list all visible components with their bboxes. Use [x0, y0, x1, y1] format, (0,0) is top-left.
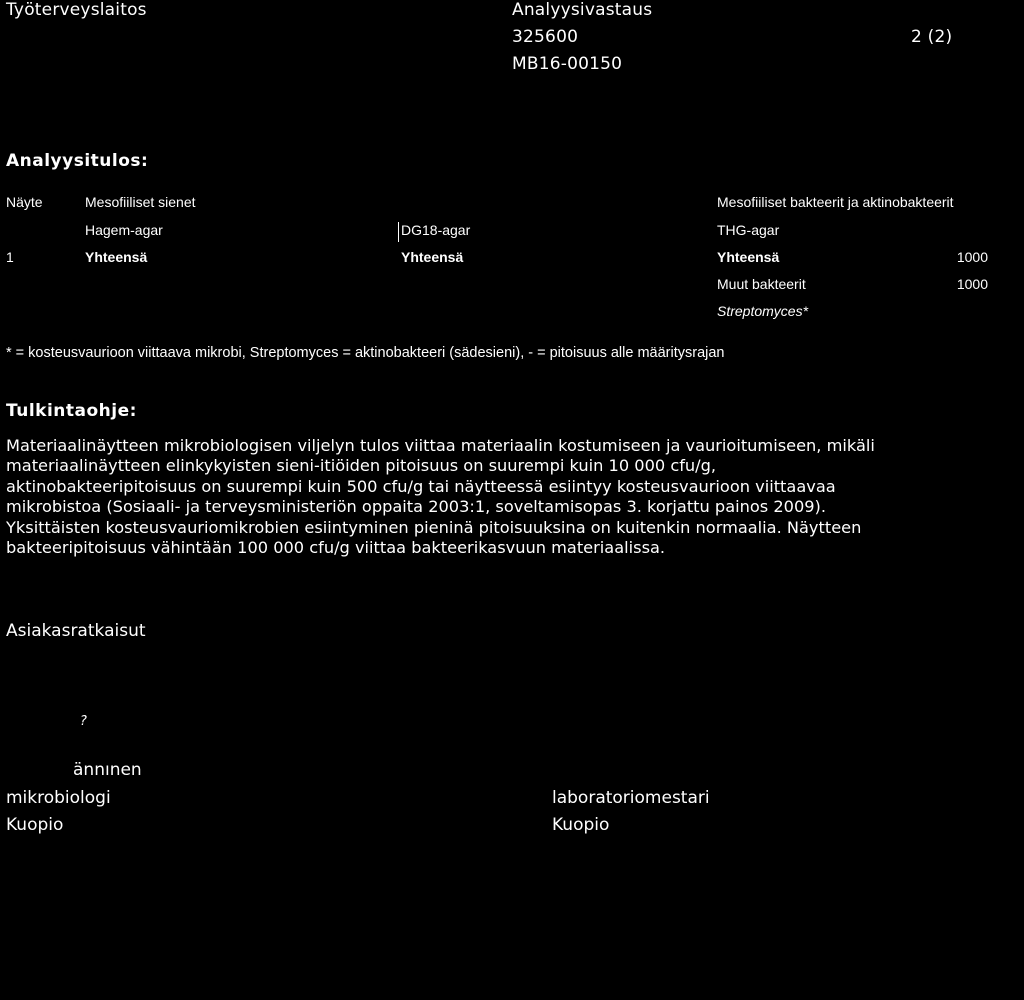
bacteria-total-label: Yhteensä: [717, 249, 780, 265]
streptomyces-label: Streptomyces*: [717, 303, 809, 319]
medium-hagem: Hagem-agar: [85, 222, 163, 238]
interpretation-line: materiaalinäytteen elinkykyisten sieni-itiöiden pitoisuus on suurempi kuin 10 000 cfu/g,: [6, 456, 717, 476]
left-signer-title: mikrobiologi: [6, 788, 111, 808]
col-header-fungi: Mesofiiliset sienet: [85, 194, 196, 210]
other-bacteria-label: Muut bakteerit: [717, 276, 806, 292]
sample-id: 1: [6, 249, 14, 265]
interpretation-line: Yksittäisten kosteusvauriomikrobien esiintyminen pieninä pitoisuuksina on kuitenkin normaalia. Näytteen: [6, 517, 862, 537]
footnote: * = kosteusvaurioon viittaava mikrobi, Streptomyces = aktinobakteeri (sädesieni), - = pitoisuus alle määritysrajan: [6, 345, 725, 361]
signature-mark: ?: [80, 714, 87, 729]
other-bacteria-value: 1000: [956, 276, 988, 292]
col-header-bacteria: Mesofiiliset bakteerit ja aktinobakteerit: [717, 194, 954, 210]
document-type: Analyysivastaus: [512, 0, 653, 20]
column-divider: [398, 222, 399, 242]
interpretation-line: bakteeripitoisuus vähintään 100 000 cfu/g viittaa bakteerikasvuun materiaalissa.: [6, 538, 666, 558]
dg18-total-label: Yhteensä: [401, 249, 464, 265]
interpretation-line: Materiaalinäytteen mikrobiologisen viljelyn tulos viittaa materiaalin kostumiseen ja vaurioitumiseen, mikäli: [6, 436, 875, 455]
hagem-total-label: Yhteensä: [85, 249, 148, 265]
page-number: 2 (2): [911, 27, 953, 47]
right-signer-title: laboratoriomestari: [552, 788, 710, 808]
organization-name: Työterveyslaitos: [6, 0, 147, 20]
medium-dg18: DG18-agar: [401, 222, 471, 238]
document-number: 325600: [512, 27, 579, 47]
signer-name-fragment: ännınen: [73, 760, 142, 780]
reference-code: MB16-00150: [512, 54, 623, 74]
right-signer-location: Kuopio: [552, 815, 610, 835]
interpretation-line: mikrobistoa (Sosiaali- ja terveysministeriön oppaita 2003:1, soveltamisopas 3. korjattu painos 2009).: [6, 497, 827, 517]
interpretation-text: [6, 436, 1016, 558]
interpretation-heading: Tulkintaohje:: [6, 401, 137, 421]
results-heading: Analyysitulos:: [6, 151, 149, 171]
interpretation-line: aktinobakteeripitoisuus on suurempi kuin 500 cfu/g tai näytteessä esiintyy kosteusvaurioon viittaavaa: [6, 476, 836, 496]
left-signer-location: Kuopio: [6, 815, 64, 835]
medium-thg: THG-agar: [717, 222, 780, 238]
col-header-sample: Näyte: [6, 194, 43, 210]
bacteria-total-value: 1000: [956, 249, 988, 265]
department-name: Asiakasratkaisut: [6, 621, 146, 641]
